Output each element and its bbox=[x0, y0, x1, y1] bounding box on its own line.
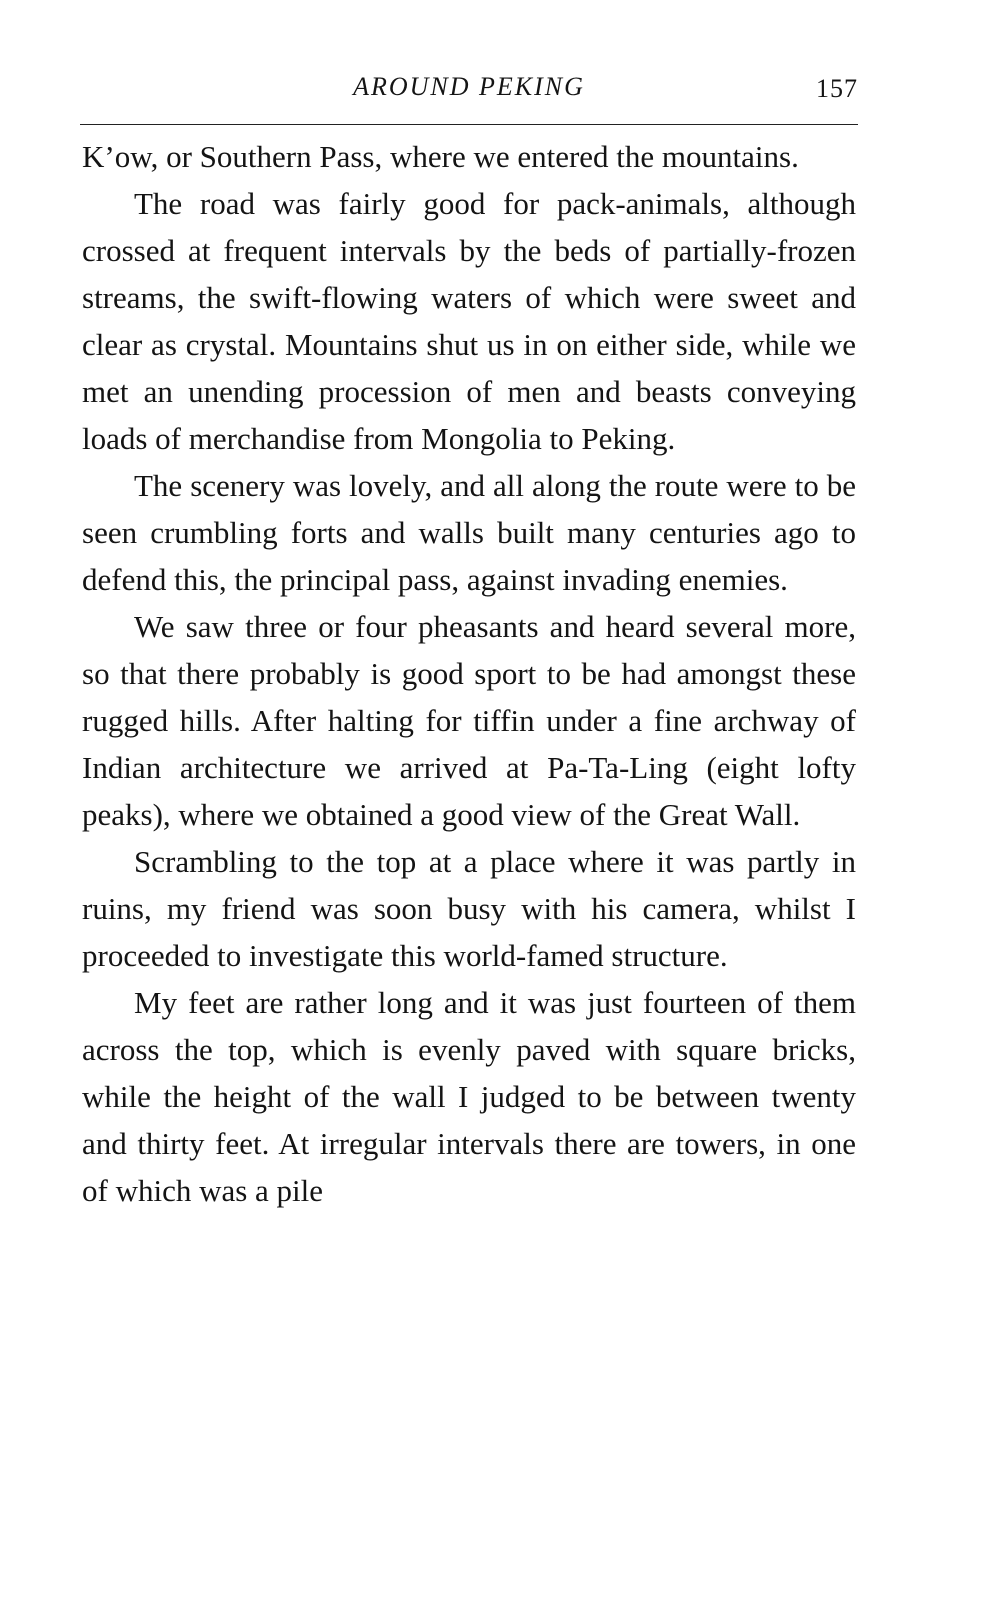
header-rule bbox=[80, 124, 858, 125]
paragraph-2: The road was fairly good for pack-animals, although crossed at frequent intervals by the beds of partially-frozen streams, the swift-flowing waters of which were sweet and clear as crystal. Mountains shut us in on either side, while we met an unending procession of men and beasts conveying loads of merchandise from Mongolia to Peking. bbox=[82, 186, 856, 456]
body-text bbox=[82, 133, 856, 1214]
paragraph-4: We saw three or four pheasants and heard several more, so that there probably is good sport to be had amongst these rugged hills. After halting for tiffin under a fine archway of Indian architecture we arrived at Pa-Ta-Ling (eight lofty peaks), where we obtained a good view of the Great Wall. bbox=[82, 609, 856, 832]
paragraph-3: The scenery was lovely, and all along the route were to be seen crumbling forts and walls built many centuries ago to defend this, the principal pass, against invading enemies. bbox=[82, 468, 856, 597]
paragraph-1: K’ow, or Southern Pass, where we entered the mountains. bbox=[82, 139, 799, 174]
paragraph-6: My feet are rather long and it was just fourteen of them across the top, which is evenly paved with square bricks, while the height of the wall I judged to be between twenty and thirty feet. At irregular intervals there are towers, in one of which was a pile bbox=[82, 985, 856, 1208]
paragraph-5: Scrambling to the top at a place where it was partly in ruins, my friend was soon busy with his camera, whilst I proceeded to investigate this world-famed structure. bbox=[82, 844, 856, 973]
running-title: AROUND PEKING bbox=[353, 72, 585, 101]
running-header bbox=[80, 72, 858, 112]
page-number: 157 bbox=[816, 74, 858, 103]
